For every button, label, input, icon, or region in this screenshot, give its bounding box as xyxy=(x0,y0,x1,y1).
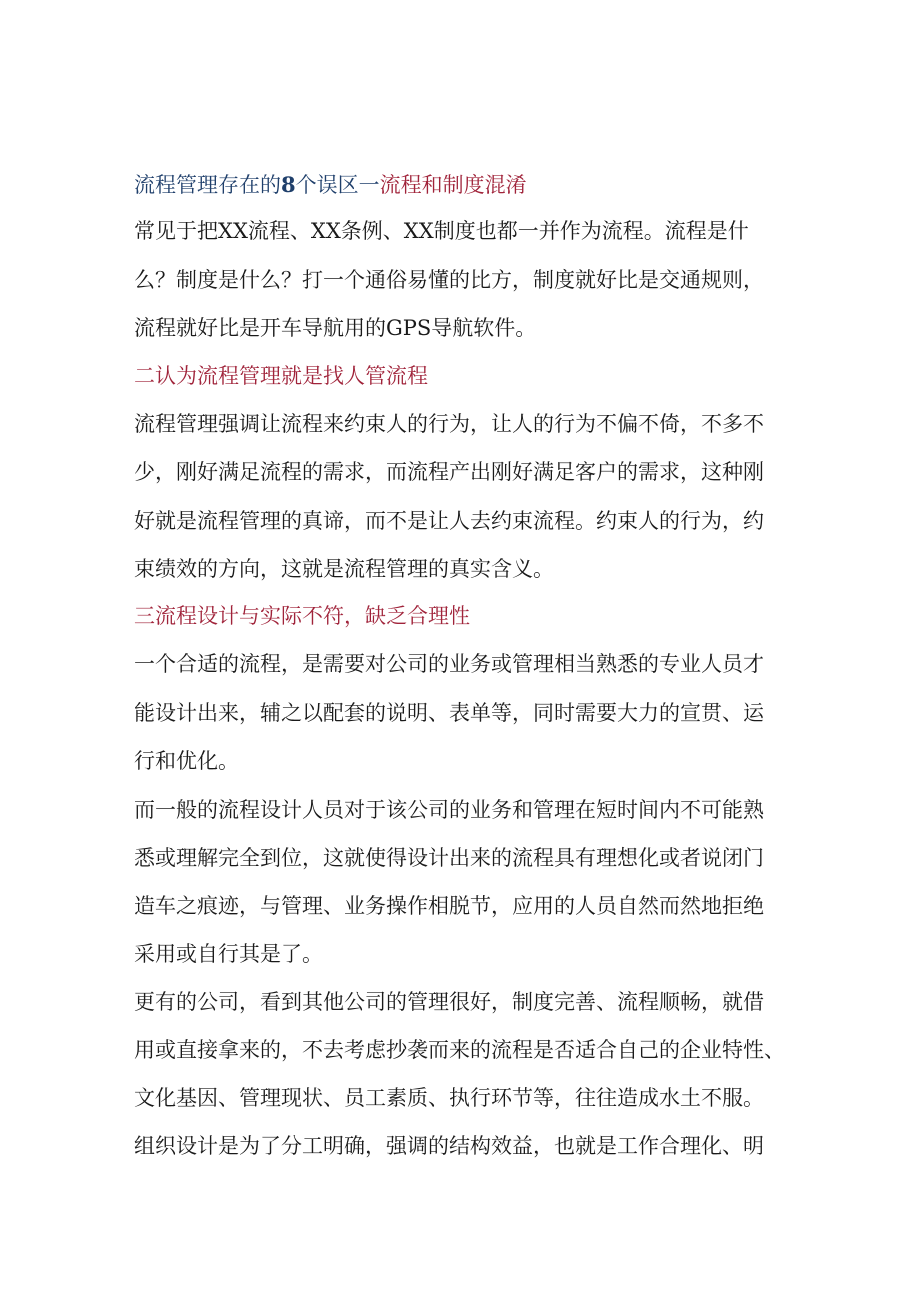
paragraph-2-line: 好就是流程管理的真谛，而不是让人去约束流程。约束人的行为，约 xyxy=(134,509,764,533)
paragraph-2-line: 束绩效的方向，这就是流程管理的真实含义。 xyxy=(134,557,554,581)
paragraph-2-line: 少，刚好满足流程的需求，而流程产出刚好满足客户的需求，这种刚 xyxy=(134,460,764,484)
section-heading-2: 二认为流程管理就是找人管流程 xyxy=(134,364,428,388)
heading-1-accent: 流程和制度混淆 xyxy=(379,173,527,197)
paragraph-3-line: 一个合适的流程，是需要对公司的业务或管理相当熟悉的专业人员才 xyxy=(134,652,764,676)
heading-1-number: 8 xyxy=(281,172,296,197)
paragraph-1-line: 常见于把XX流程、XX条例、XX制度也都一并作为流程。流程是什 xyxy=(134,219,749,243)
section-heading-3: 三流程设计与实际不符，缺乏合理性 xyxy=(134,604,470,628)
heading-1-prefix: 流程管理存在的 xyxy=(134,173,281,197)
paragraph-5-line: 更有的公司，看到其他公司的管理很好，制度完善、流程顺畅，就借 xyxy=(134,990,764,1014)
paragraph-4-line: 而一般的流程设计人员对于该公司的业务和管理在短时间内不可能熟 xyxy=(134,798,764,822)
section-heading-1 xyxy=(134,172,527,197)
paragraph-5-line: 文化基因、管理现状、员工素质、执行环节等，往往造成水土不服。 xyxy=(134,1086,764,1110)
paragraph-3-line: 能设计出来，辅之以配套的说明、表单等，同时需要大力的宣贯、运 xyxy=(134,701,764,725)
paragraph-1-line: 么？制度是什么？打一个通俗易懂的比方，制度就好比是交通规则， xyxy=(134,268,764,292)
paragraph-6-line: 组织设计是为了分工明确，强调的结构效益，也就是工作合理化、明 xyxy=(134,1134,764,1158)
heading-1-middle: 个误区一 xyxy=(295,173,380,197)
paragraph-4-line: 造车之痕迹，与管理、业务操作相脱节，应用的人员自然而然地拒绝 xyxy=(134,894,764,918)
paragraph-4-line: 采用或自行其是了。 xyxy=(134,942,323,966)
paragraph-2-line: 流程管理强调让流程来约束人的行为，让人的行为不偏不倚，不多不 xyxy=(134,412,764,436)
paragraph-1-line: 流程就好比是开车导航用的GPS导航软件。 xyxy=(134,316,537,340)
paragraph-3-line: 行和优化。 xyxy=(134,749,239,773)
paragraph-4-line: 悉或理解完全到位，这就使得设计出来的流程具有理想化或者说闭门 xyxy=(134,846,764,870)
paragraph-5-line: 用或直接拿来的，不去考虑抄袭而来的流程是否适合自己的企业特性、 xyxy=(134,1038,785,1062)
